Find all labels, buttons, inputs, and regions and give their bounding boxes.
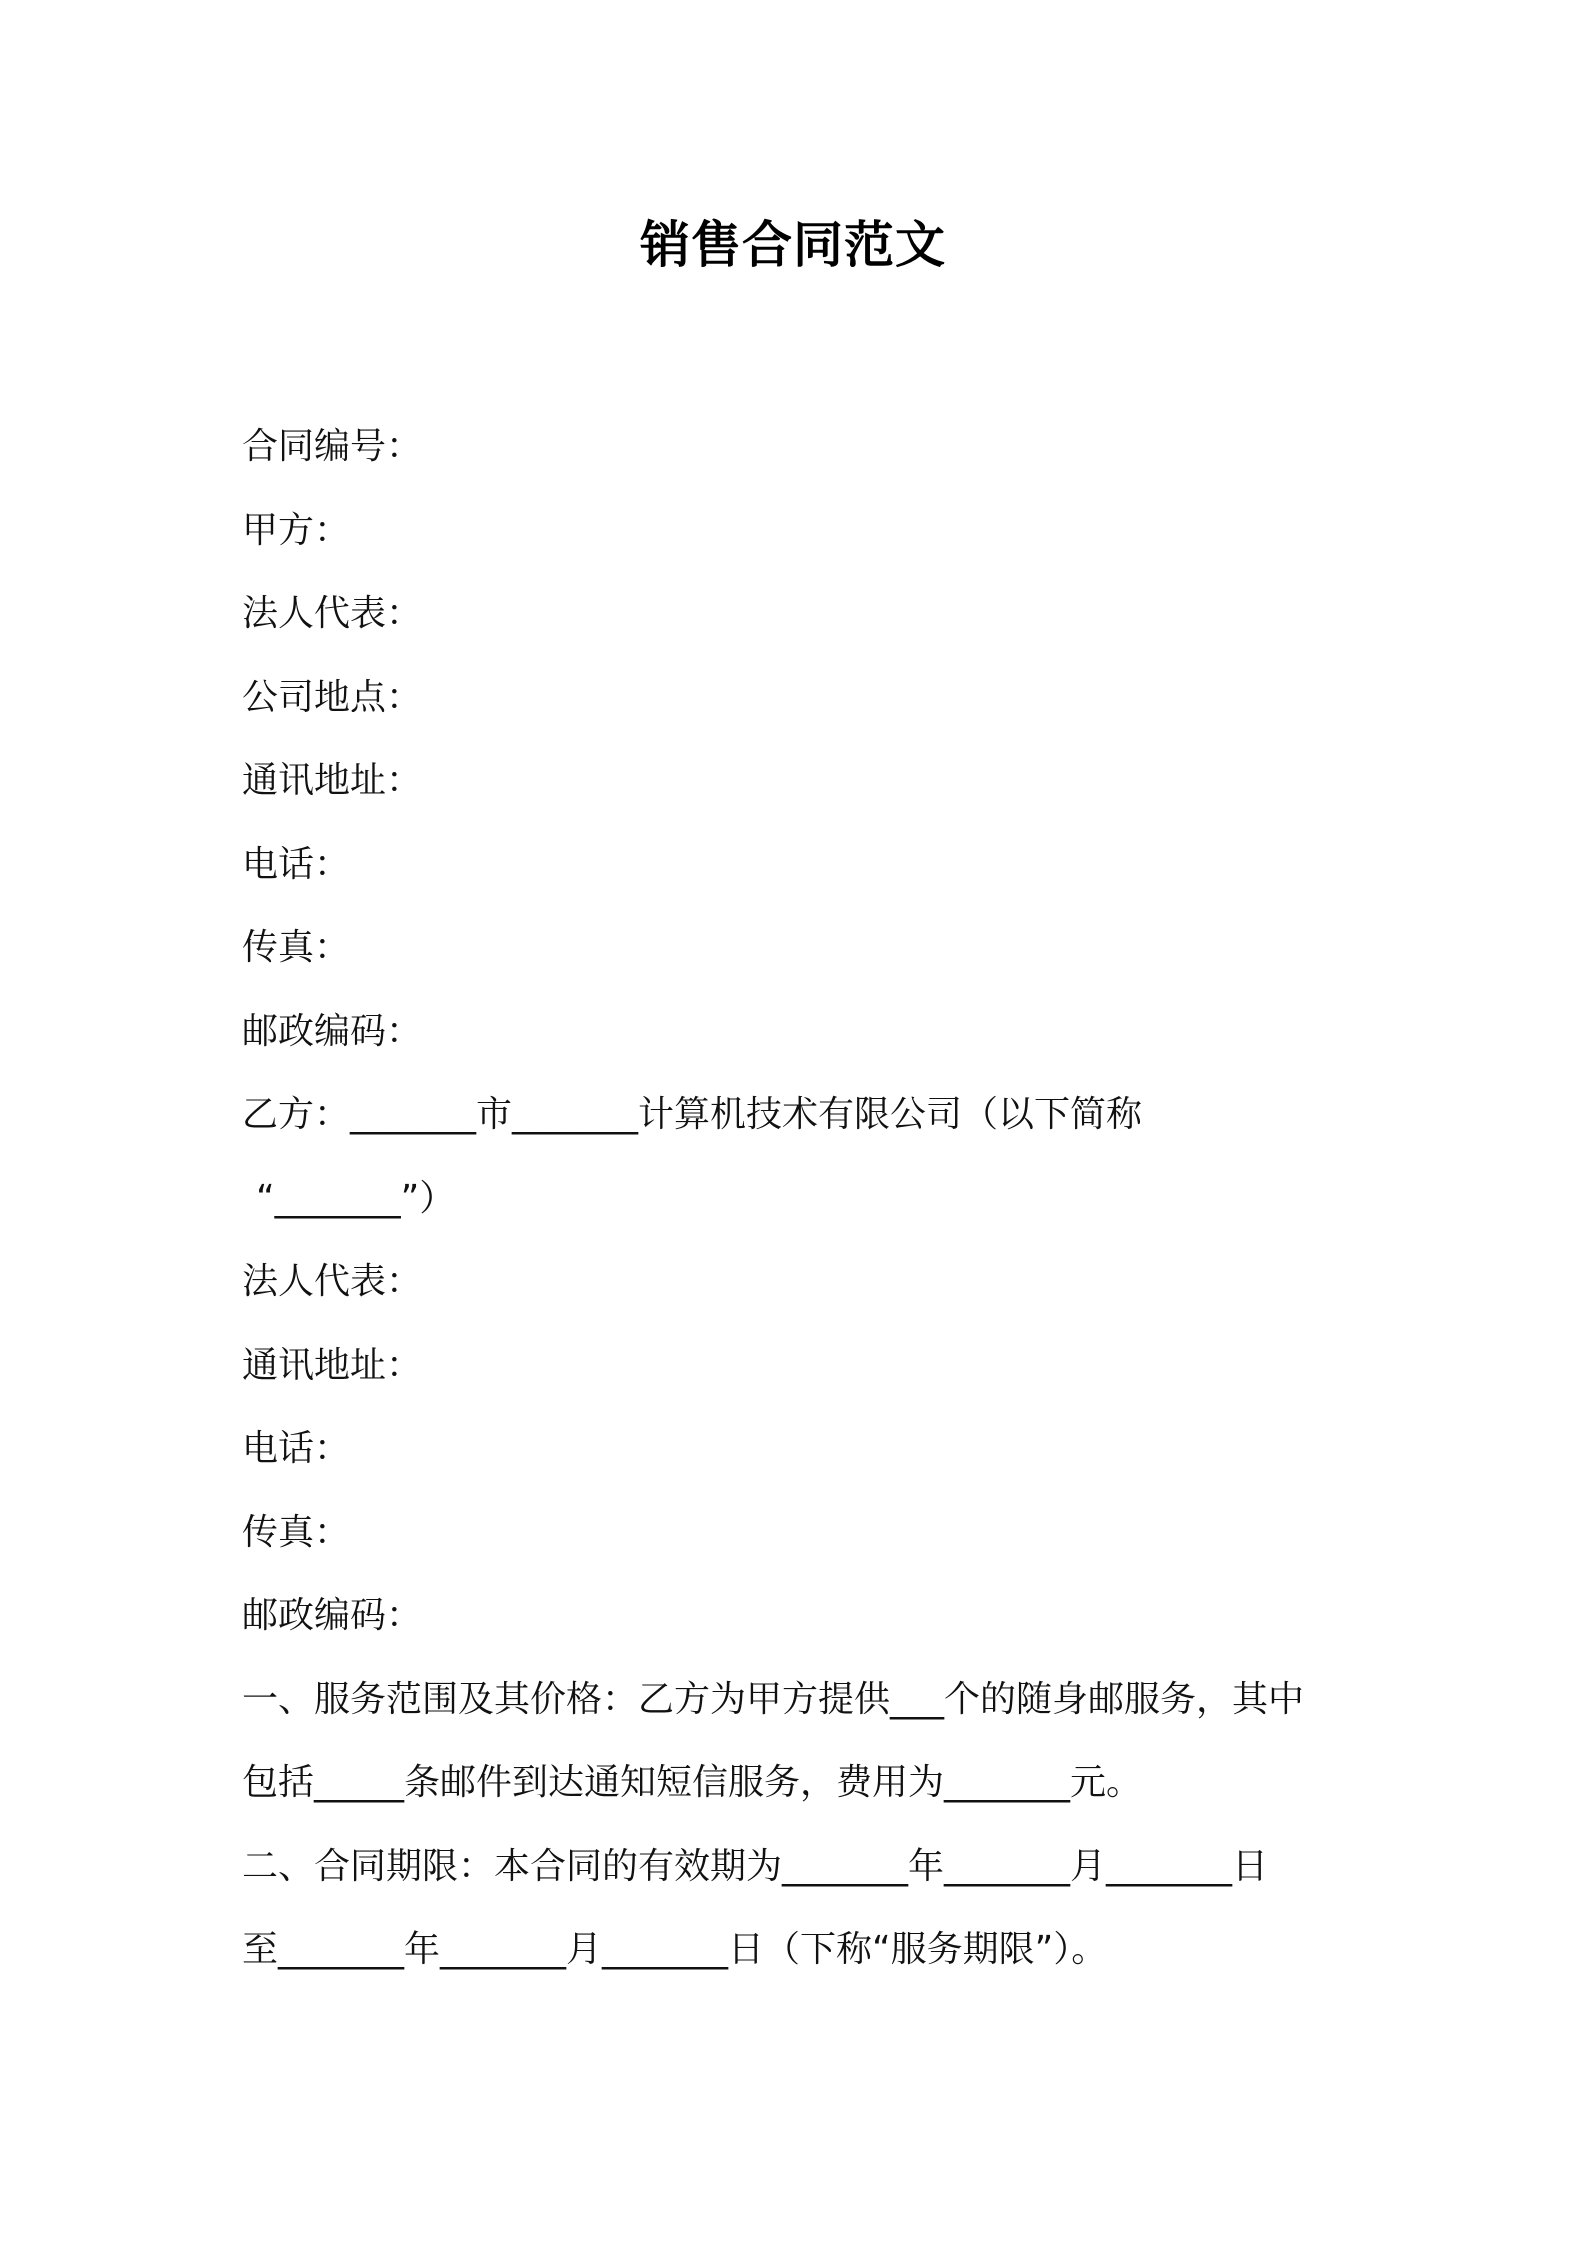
- party-a-mailing-address: 通讯地址：: [242, 760, 423, 801]
- clause-service-scope-line-1: 一、服务范围及其价格：乙方为甲方提供___个的随身邮服务，其中: [242, 1678, 1305, 1720]
- party-a-label: 甲方：: [242, 509, 351, 551]
- clause-service-scope-line-2: 包括_____条邮件到达通知短信服务，费用为_______元。: [242, 1762, 1143, 1803]
- clause-contract-term-line-2: 至_______年_______月_______日（下称“服务期限”）。: [242, 1929, 1108, 1970]
- party-b-fax: 传真：: [242, 1511, 351, 1553]
- party-a-fax: 传真：: [242, 927, 351, 968]
- party-a-phone: 电话：: [242, 843, 351, 885]
- party-a-company-location: 公司地点：: [242, 676, 423, 718]
- clause-contract-term-line-1: 二、合同期限：本合同的有效期为_______年_______月_______日: [242, 1845, 1269, 1887]
- party-b-mailing-address: 通讯地址：: [242, 1344, 423, 1386]
- party-a-postal-code: 邮政编码：: [242, 1010, 423, 1052]
- party-b-label: 乙方：_______市_______计算机技术有限公司（以下简称: [242, 1094, 1143, 1135]
- party-b-postal-code: 邮政编码：: [242, 1595, 423, 1636]
- party-b-legal-representative: 法人代表：: [242, 1261, 423, 1302]
- party-b-phone: 电话：: [242, 1428, 351, 1469]
- party-a-legal-representative: 法人代表：: [242, 593, 423, 634]
- contract-body: [242, 405, 1362, 1992]
- party-a-contract-number: 合同编号：: [242, 426, 423, 467]
- page-title: 销售合同范文: [640, 216, 946, 274]
- party-b-short-name: “_______”）: [256, 1177, 456, 1219]
